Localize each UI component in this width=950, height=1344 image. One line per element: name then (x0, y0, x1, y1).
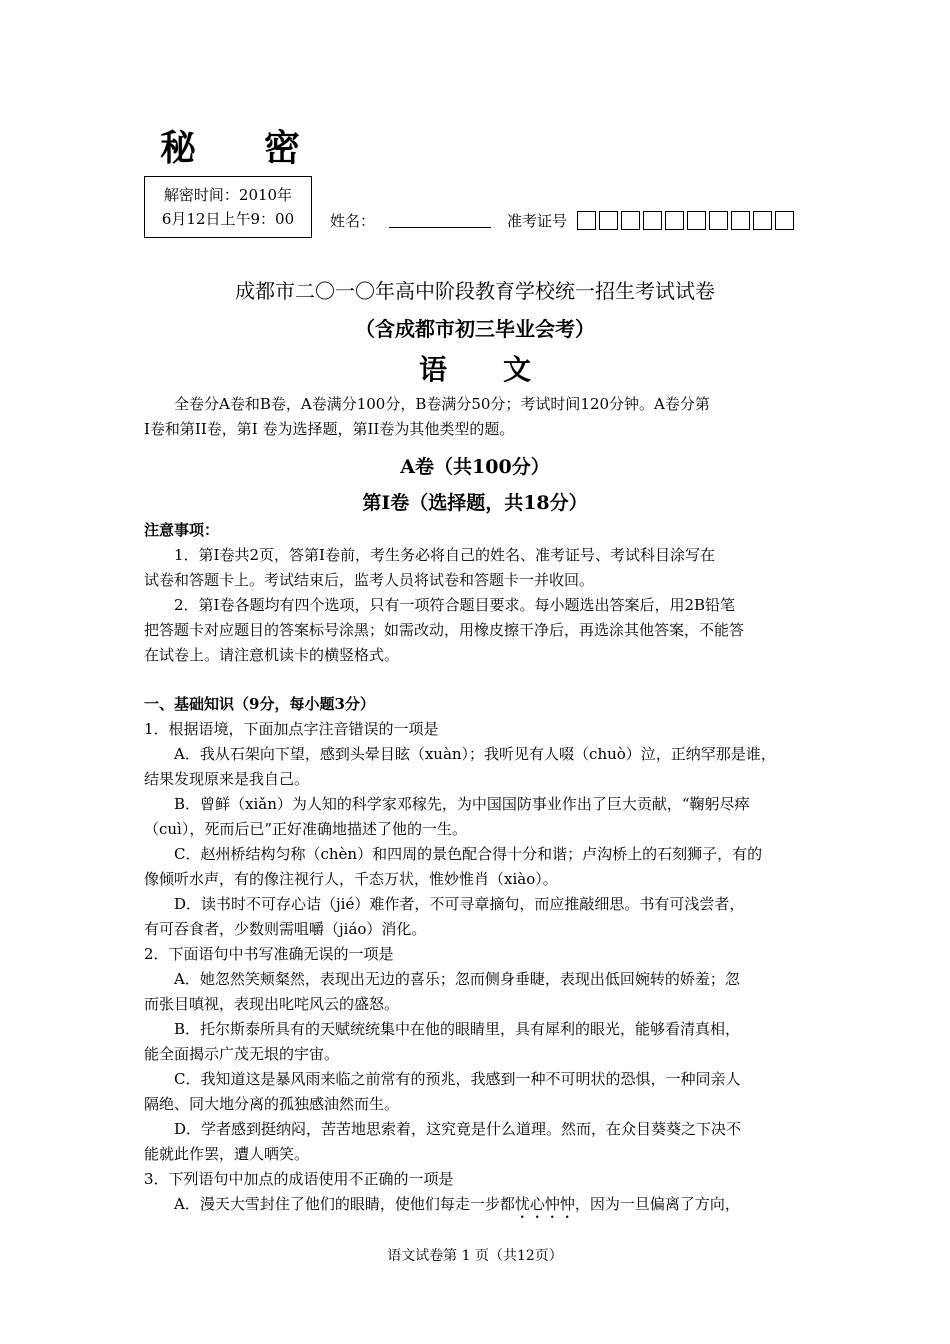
exam-subtitle: （含成都市初三毕业会考） (355, 317, 595, 341)
exam-title: 成都市二〇一〇年高中阶段教育学校统一招生考试试卷 (235, 279, 715, 303)
option-text: ，因为一旦偏离了方向， (574, 1195, 740, 1213)
declassify-time-line1: 解密时间：2010年 (163, 186, 293, 204)
exam-id-digit-box[interactable] (577, 211, 596, 230)
option-line: B．托尔斯泰所具有的天赋统统集中在他的眼睛里，具有犀利的眼光，能够看清真相， (174, 1020, 741, 1038)
option-line: A．我从石架向下望，感到头晕目眩（xuàn）；我听见有人啜（chuò）泣，正纳罕那是谁， (174, 745, 776, 763)
page-footer: 语文试卷第 1 页（共12页） (387, 1248, 563, 1264)
option-line (144, 1192, 808, 1222)
name-label: 姓名： (330, 212, 376, 230)
instructions-line: 全卷分A卷和B卷，A卷满分100分，B卷满分50分；考试时间120分钟。A卷分第 (174, 395, 710, 413)
section-1-heading: 一、基础知识（9分，每小题3分） (144, 695, 375, 713)
option-line: 有可吞食者，少数则需咀嚼（jiáo）消化。 (144, 920, 427, 938)
notes-line: 试卷和答题卡上。考试结束后，监考人员将试卷和答题卡一并收回。 (144, 571, 595, 589)
exam-id-digit-box[interactable] (665, 211, 684, 230)
option-line: 能就此作罢，遭人哂笑。 (144, 1145, 310, 1163)
option-line: A．她忽然笑颊粲然，表现出无边的喜乐；忽而侧身垂睫，表现出低回婉转的娇羞；忽 (174, 970, 740, 988)
option-line: 而张目嗔视，表现出叱咤风云的盛怒。 (144, 995, 400, 1013)
exam-id-digit-box[interactable] (753, 211, 772, 230)
option-line: C．我知道这是暴风雨来临之前常有的预兆，我感到一种不可明状的恐惧，一种同亲人 (174, 1070, 741, 1088)
declassify-time-box (144, 176, 312, 238)
part-1-title: 第I卷（选择题，共18分） (362, 492, 588, 514)
subject-title: 语文 (418, 353, 587, 386)
exam-id-digit-box[interactable] (709, 211, 728, 230)
section-1 (144, 692, 808, 1222)
exam-id-digit-box[interactable] (621, 211, 640, 230)
exam-id-digit-box[interactable] (643, 211, 662, 230)
question-3-stem: 3．下列语句中加点的成语使用不正确的一项是 (144, 1170, 454, 1188)
option-line: D．读书时不可存心诘（jié）难作者，不可寻章摘句，而应推敲细思。书有可浅尝者， (174, 895, 745, 913)
question-1-stem: 1．根据语境，下面加点字注音错误的一项是 (144, 720, 439, 738)
option-line: C．赵州桥结构匀称（chèn）和四周的景色配合得十分和谐；卢沟桥上的石刻狮子，有的 (174, 845, 763, 863)
exam-id-digit-box[interactable] (599, 211, 618, 230)
emphasized-idiom: 忧心忡忡 (514, 1195, 575, 1213)
name-field-line[interactable] (389, 213, 491, 228)
option-line: 隔绝、同大地分离的孤独感油然而生。 (144, 1095, 400, 1113)
instructions-line: I卷和第II卷，第I 卷为选择题，第II卷为其他类型的题。 (144, 420, 515, 438)
notes-line: 1．第I卷共2页，答第I卷前，考生务必将自己的姓名、准考证号、考试科目涂写在 (174, 546, 715, 564)
secret-label: 秘密 (160, 127, 369, 169)
option-line: （cuì），死而后已”正好准确地描述了他的一生。 (144, 820, 468, 838)
option-line: 能全面揭示广茂无垠的宇宙。 (144, 1045, 340, 1063)
question-2-stem: 2．下面语句中书写准确无误的一项是 (144, 945, 394, 963)
exam-instructions (144, 392, 808, 442)
option-line: 像倾听水声，有的像注视行人，千态万状，惟妙惟肖（xiào）。 (144, 870, 558, 888)
declassify-time-line2: 6月12日上午9：00 (161, 210, 295, 228)
section-a-title: A卷（共100分） (400, 456, 550, 478)
option-line: B．曾鲜（xiǎn）为人知的科学家邓稼先，为中国国防事业作出了巨大贡献，“鞠躬尽瘁 (174, 795, 750, 813)
exam-id-digit-box[interactable] (731, 211, 750, 230)
notes-line: 2．第I卷各题均有四个选项，只有一项符合题目要求。每小题选出答案后，用2B铅笔 (174, 596, 736, 614)
option-text: A．漫天大雪封住了他们的眼睛，使他们每走一步都 (174, 1195, 515, 1213)
notes-heading: 注意事项： (144, 521, 220, 539)
option-line: D．学者感到挺纳闷，苦苦地思索着，这究竟是什么道理。然而，在众目葵葵之下决不 (174, 1120, 742, 1138)
exam-id-digit-box[interactable] (775, 211, 794, 230)
notes-line: 在试卷上。请注意机读卡的横竖格式。 (144, 646, 400, 664)
option-line: 结果发现原来是我自己。 (144, 770, 310, 788)
candidate-info-row (330, 210, 797, 231)
exam-id-boxes[interactable] (577, 211, 797, 230)
notes-block (144, 518, 808, 668)
notes-line: 把答题卡对应题目的答案标号涂黑；如需改动，用橡皮擦干净后，再选涂其他答案，不能答 (144, 621, 745, 639)
exam-id-label: 准考证号 (507, 212, 568, 230)
exam-id-digit-box[interactable] (687, 211, 706, 230)
